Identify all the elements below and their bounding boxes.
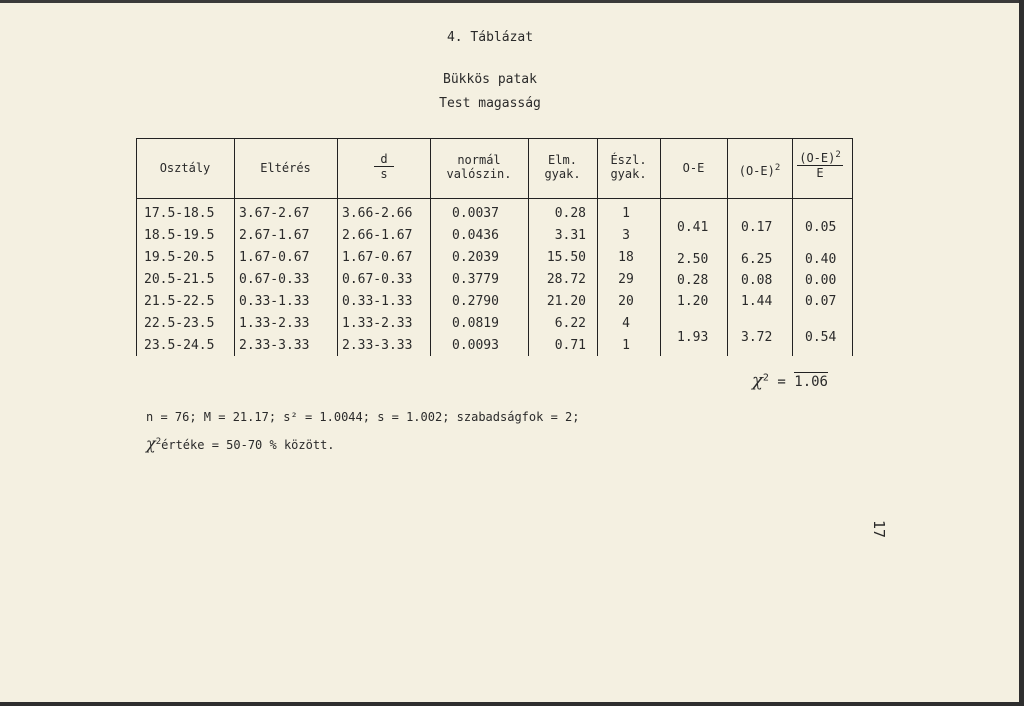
cell-osztaly: 20.5-21.5 [144, 272, 215, 287]
cell-eszl: 3 [622, 228, 630, 243]
cell-elm: 0.28 [554, 206, 586, 221]
cell-osztaly: 22.5-23.5 [144, 316, 215, 331]
cell-elteres: 3.67-2.67 [239, 206, 310, 221]
col-line-2 [337, 138, 338, 356]
cell-o-minus-e: 0.28 [677, 273, 709, 288]
col-line-8 [792, 138, 793, 356]
subject-title: Test magasság [439, 96, 541, 111]
note-text: értéke = 50-70 % között. [161, 438, 335, 452]
cell-eszl: 18 [618, 250, 634, 265]
header-ds-numerator: d [374, 152, 394, 167]
cell-osztaly: 21.5-22.5 [144, 294, 215, 309]
cell-elm: 21.20 [546, 294, 586, 309]
cell-o-minus-e-squared: 0.08 [741, 273, 773, 288]
chi-equals: = [777, 374, 786, 390]
header-elteres: Eltérés [260, 161, 311, 175]
cell-eszl: 1 [622, 206, 630, 221]
cell-normal: 0.0436 [452, 228, 499, 243]
cell-normal: 0.0819 [452, 316, 499, 331]
cell-elteres: 0.33-1.33 [239, 294, 310, 309]
cell-chi-component: 0.00 [805, 273, 837, 288]
chi-total-value: 1.06 [794, 374, 828, 390]
page-number: 17 [870, 520, 888, 539]
cell-o-minus-e: 1.93 [677, 330, 709, 345]
table-top-rule [136, 138, 852, 139]
header-oe2e-base: (O-E) [799, 151, 836, 165]
cell-osztaly: 18.5-19.5 [144, 228, 215, 243]
header-eszl-line2: gyak. [610, 167, 647, 181]
statistics-line: n = 76; M = 21.17; s² = 1.0044; s = 1.002; szabadságfok = 2; [146, 410, 580, 424]
cell-elm: 3.31 [554, 228, 586, 243]
note-chi-exponent: 2 [155, 437, 162, 447]
cell-osztaly: 17.5-18.5 [144, 206, 215, 221]
cell-o-minus-e-squared: 1.44 [741, 294, 773, 309]
cell-eszl: 4 [622, 316, 630, 331]
col-line-9 [852, 138, 853, 356]
cell-chi-component: 0.54 [805, 330, 837, 345]
header-oe2-over-e [797, 150, 843, 180]
header-oe2-base: (O-E) [738, 164, 775, 178]
chi-exponent: 2 [762, 372, 769, 384]
header-oe2-exponent: 2 [774, 163, 781, 173]
chi-symbol: χ [752, 370, 763, 391]
cell-ds: 0.67-0.33 [342, 272, 413, 287]
header-eszl [597, 153, 660, 181]
cell-elteres: 1.67-0.67 [239, 250, 310, 265]
cell-normal: 0.2790 [452, 294, 499, 309]
cell-ds: 0.33-1.33 [342, 294, 413, 309]
cell-o-minus-e: 1.20 [677, 294, 709, 309]
cell-o-minus-e-squared: 6.25 [741, 252, 773, 267]
cell-elteres: 2.67-1.67 [239, 228, 310, 243]
header-oe2e-numerator [797, 150, 843, 166]
cell-ds: 2.66-1.67 [342, 228, 413, 243]
cell-chi-component: 0.40 [805, 252, 837, 267]
cell-eszl: 20 [618, 294, 634, 309]
header-osztaly: Osztály [159, 161, 211, 175]
header-d-over-s [374, 152, 394, 181]
cell-ds: 1.67-0.67 [342, 250, 413, 265]
cell-eszl: 1 [622, 338, 630, 353]
cell-o-minus-e: 2.50 [677, 252, 709, 267]
cell-ds: 3.66-2.66 [342, 206, 413, 221]
cell-eszl: 29 [618, 272, 634, 287]
table-number-title: 4. Táblázat [446, 30, 534, 45]
cell-osztaly: 23.5-24.5 [144, 338, 215, 353]
chi-square-total [752, 370, 828, 391]
cell-elteres: 1.33-2.33 [239, 316, 310, 331]
header-normal-line2: valószin. [446, 167, 512, 181]
page-bottom-edge [0, 702, 1024, 706]
cell-normal: 0.2039 [452, 250, 499, 265]
cell-osztaly: 19.5-20.5 [144, 250, 215, 265]
cell-o-minus-e-squared: 0.17 [741, 220, 773, 235]
cell-elm: 6.22 [554, 316, 586, 331]
cell-normal: 0.0093 [452, 338, 499, 353]
cell-normal: 0.0037 [452, 206, 499, 221]
cell-elteres: 2.33-3.33 [239, 338, 310, 353]
cell-chi-component: 0.07 [805, 294, 837, 309]
cell-elteres: 0.67-0.33 [239, 272, 310, 287]
cell-elm: 28.72 [546, 272, 586, 287]
page-top-edge [0, 0, 1024, 3]
cell-elm: 0.71 [554, 338, 586, 353]
header-normal [430, 153, 528, 181]
header-normal-line1: normál [457, 153, 501, 167]
cell-ds: 2.33-3.33 [342, 338, 413, 353]
header-ds-denominator: s [380, 167, 388, 181]
header-elm [528, 153, 597, 181]
cell-ds: 1.33-2.33 [342, 316, 413, 331]
note-chi-symbol: χ [146, 434, 156, 453]
header-elm-line2: gyak. [544, 167, 581, 181]
header-o-minus-e: O-E [682, 161, 705, 175]
header-elm-line1: Elm. [548, 153, 577, 167]
cell-normal: 0.3779 [452, 272, 499, 287]
header-eszl-line1: Észl. [610, 153, 647, 167]
cell-o-minus-e-squared: 3.72 [741, 330, 773, 345]
header-bottom-rule [136, 198, 852, 199]
header-oe2e-denominator: E [816, 166, 824, 180]
place-title: Bükkös patak [443, 72, 537, 87]
header-oe2e-exponent: 2 [835, 150, 841, 160]
cell-chi-component: 0.05 [805, 220, 837, 235]
cell-o-minus-e: 0.41 [677, 220, 709, 235]
cell-elm: 15.50 [546, 250, 586, 265]
chi-square-note [146, 434, 335, 453]
header-o-minus-e-squared [727, 161, 792, 178]
page-right-edge [1019, 0, 1024, 706]
